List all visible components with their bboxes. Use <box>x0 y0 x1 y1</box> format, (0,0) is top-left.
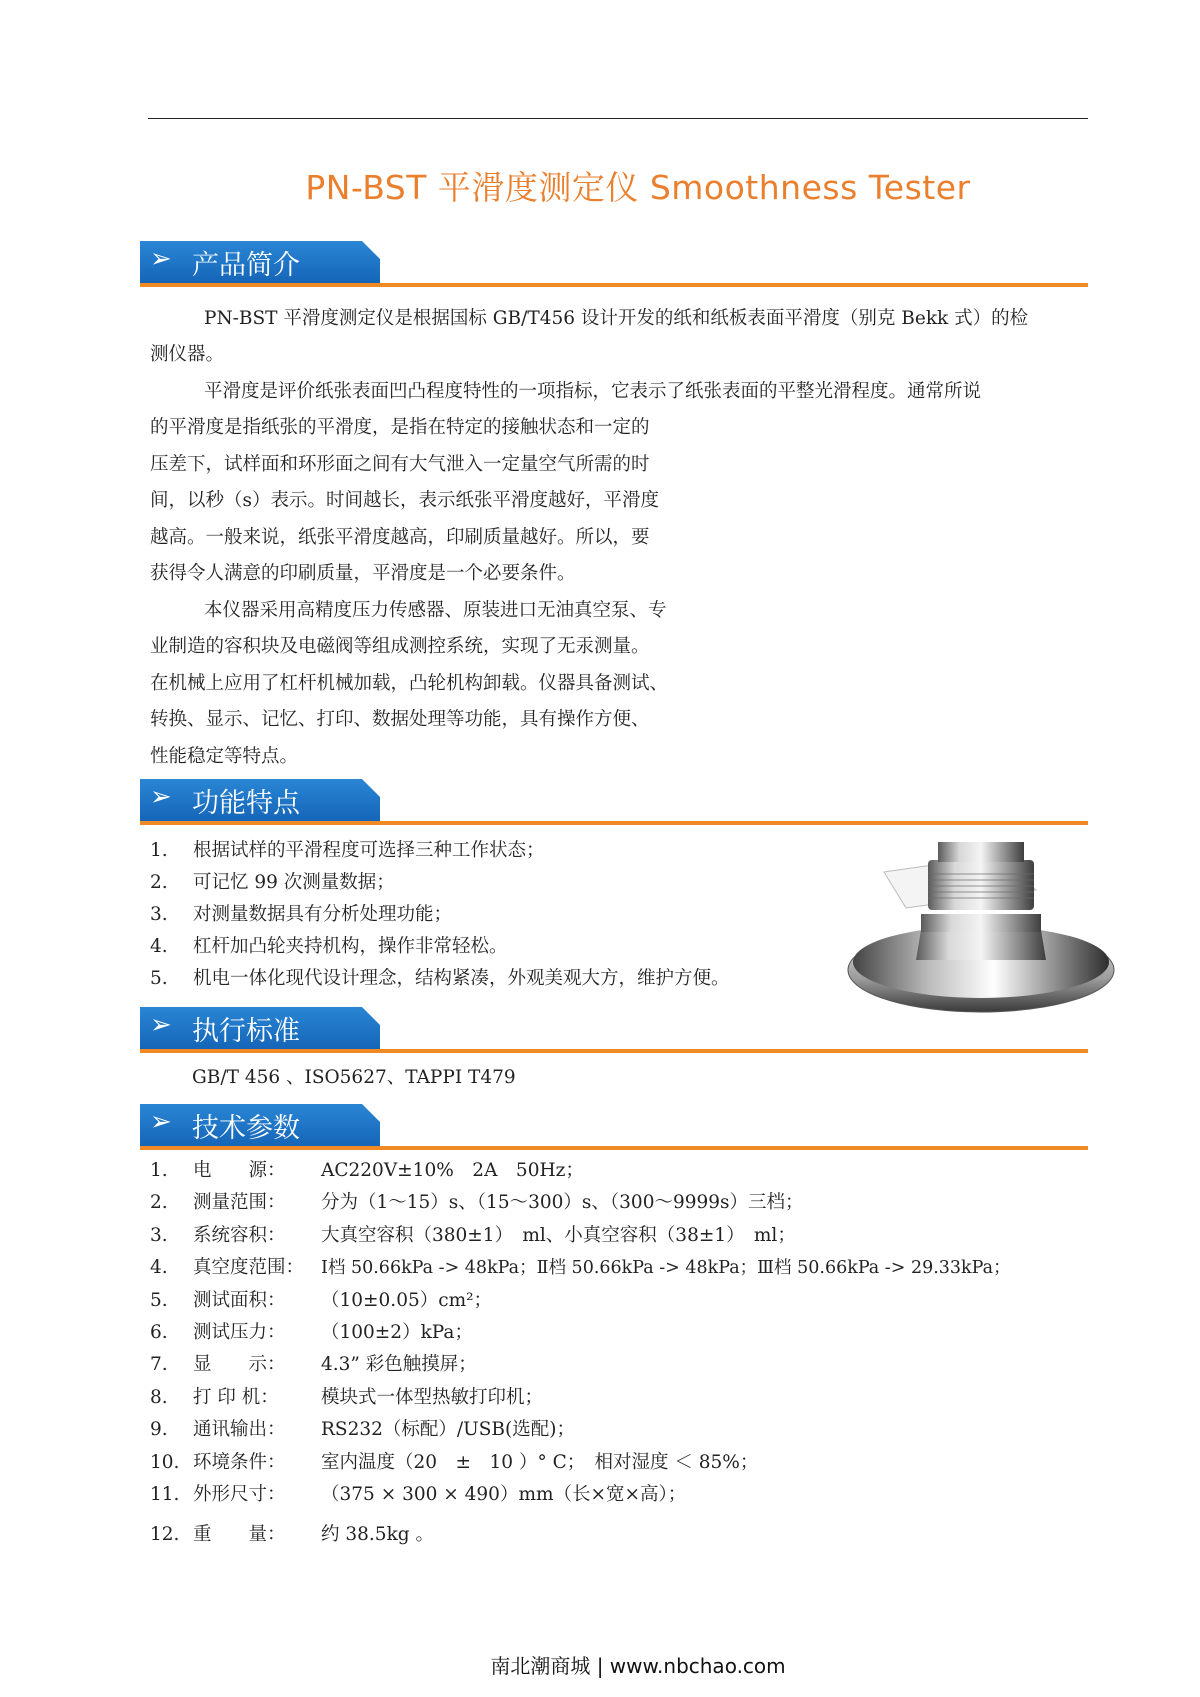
header-rule <box>148 118 1088 119</box>
spec-row: 12. 重 量： 约 38.5kg 。 <box>150 1524 435 1546</box>
intro-paragraph-1-line-1: PN-BST 平滑度测定仪是根据国标 GB/T456 设计开发的纸和纸板表面平滑度（别克 Bekk 式）的检 <box>204 308 1029 329</box>
intro-paragraph-2-line: 越高。一般来说，纸张平滑度越高，印刷质量越好。所以，要 <box>150 527 650 548</box>
section-title-standards: 执行标准 <box>192 1016 300 1047</box>
list-item: 4. 杠杆加凸轮夹持机构，操作非常轻松。 <box>150 936 508 957</box>
section-rule <box>140 283 1088 287</box>
arrow-right-icon: ➢ <box>150 244 172 274</box>
section-rule <box>140 821 1088 825</box>
intro-paragraph-3-line: 性能稳定等特点。 <box>150 746 299 767</box>
spec-row: 2. 测量范围： 分为（1～15）s、（15～300）s、（300～9999s）三档； <box>150 1192 804 1214</box>
arrow-right-icon: ➢ <box>150 1107 172 1137</box>
section-title-intro: 产品简介 <box>192 250 300 281</box>
intro-paragraph-1-line-2: 测仪器。 <box>150 344 225 365</box>
spec-row: 11. 外形尺寸： （375 × 300 × 490）mm（长×宽×高）； <box>150 1483 687 1505</box>
feature-list <box>150 836 730 996</box>
section-title-features: 功能特点 <box>192 788 300 819</box>
intro-paragraph-3-line: 在机械上应用了杠杆机械加载，凸轮机构卸载。仪器具备测试、 <box>150 673 669 694</box>
spec-row: 10. 环境条件： 室内温度（20 ± 10 ）° C； 相对湿度 ＜ 85%； <box>150 1451 759 1473</box>
spec-row: 1. 电 源： AC220V±10% 2A 50Hz； <box>150 1160 584 1181</box>
section-title-specs: 技术参数 <box>192 1113 300 1144</box>
intro-paragraph-2-line: 压差下，试样面和环形面之间有大气泄入一定量空气所需的时 <box>150 454 650 475</box>
spec-row: 9. 通讯输出： RS232（标配）/USB(选配)； <box>150 1419 575 1441</box>
section-header-standards <box>140 1007 1088 1053</box>
section-rule <box>140 1049 1088 1053</box>
intro-paragraph-3-line: 业制造的容积块及电磁阀等组成测控系统，实现了无汞测量。 <box>150 636 650 657</box>
arrow-right-icon: ➢ <box>150 782 172 812</box>
intro-paragraph-2-line-1: 平滑度是评价纸张表面凹凸程度特性的一项指标，它表示了纸张表面的平整光滑程度。通常所说 <box>204 381 982 402</box>
section-rule <box>140 1146 1088 1150</box>
product-photo <box>846 842 1116 1024</box>
spec-row: 3. 系统容积： 大真空容积（380±1） ml、小真空容积（38±1） ml； <box>150 1224 796 1246</box>
intro-paragraph-3-line: 转换、显示、记忆、打印、数据处理等功能，具有操作方便、 <box>150 709 650 730</box>
intro-paragraph-2-line: 间，以秒（s）表示。时间越长，表示纸张平滑度越好，平滑度 <box>150 490 659 511</box>
spec-row: 8. 打 印 机： 模块式一体型热敏打印机； <box>150 1386 544 1408</box>
arrow-right-icon: ➢ <box>150 1010 172 1040</box>
list-item: 3. 对测量数据具有分析处理功能； <box>150 904 453 925</box>
section-header-specs <box>140 1104 1088 1150</box>
page-title: PN-BST 平滑度测定仪 Smoothness Tester <box>305 168 971 207</box>
section-header-features <box>140 779 1088 825</box>
spec-row: 7. 显 示： 4.3” 彩色触摸屏； <box>150 1354 477 1376</box>
spec-row: 6. 测试压力： （100±2）kPa； <box>150 1321 473 1343</box>
section-header-intro <box>140 241 1088 287</box>
footer-text: 南北潮商城 | www.nbchao.com <box>490 1654 786 1678</box>
list-item: 2. 可记忆 99 次测量数据； <box>150 872 395 893</box>
intro-paragraph-3-line-1: 本仪器采用高精度压力传感器、原装进口无油真空泵、专 <box>204 600 667 621</box>
intro-paragraph-2-line: 的平滑度是指纸张的平滑度，是指在特定的接触状态和一定的 <box>150 417 650 438</box>
spec-list <box>150 1156 1011 1553</box>
standards-text: GB/T 456 、ISO5627、TAPPI T479 <box>192 1067 516 1088</box>
list-item: 1. 根据试样的平滑程度可选择三种工作状态； <box>150 840 545 861</box>
spec-row: 5. 测试面积： （10±0.05）cm²； <box>150 1289 493 1311</box>
spec-row: 4. 真空度范围： Ⅰ档 50.66kPa -> 48kPa；Ⅱ档 50.66kPa -> 48kPa；Ⅲ档 50.66kPa -> 29.33kPa； <box>150 1257 1011 1279</box>
list-item: 5. 机电一体化现代设计理念，结构紧凑，外观美观大方，维护方便。 <box>150 968 730 989</box>
intro-paragraph-2-line: 获得令人满意的印刷质量，平滑度是一个必要条件。 <box>150 563 576 584</box>
